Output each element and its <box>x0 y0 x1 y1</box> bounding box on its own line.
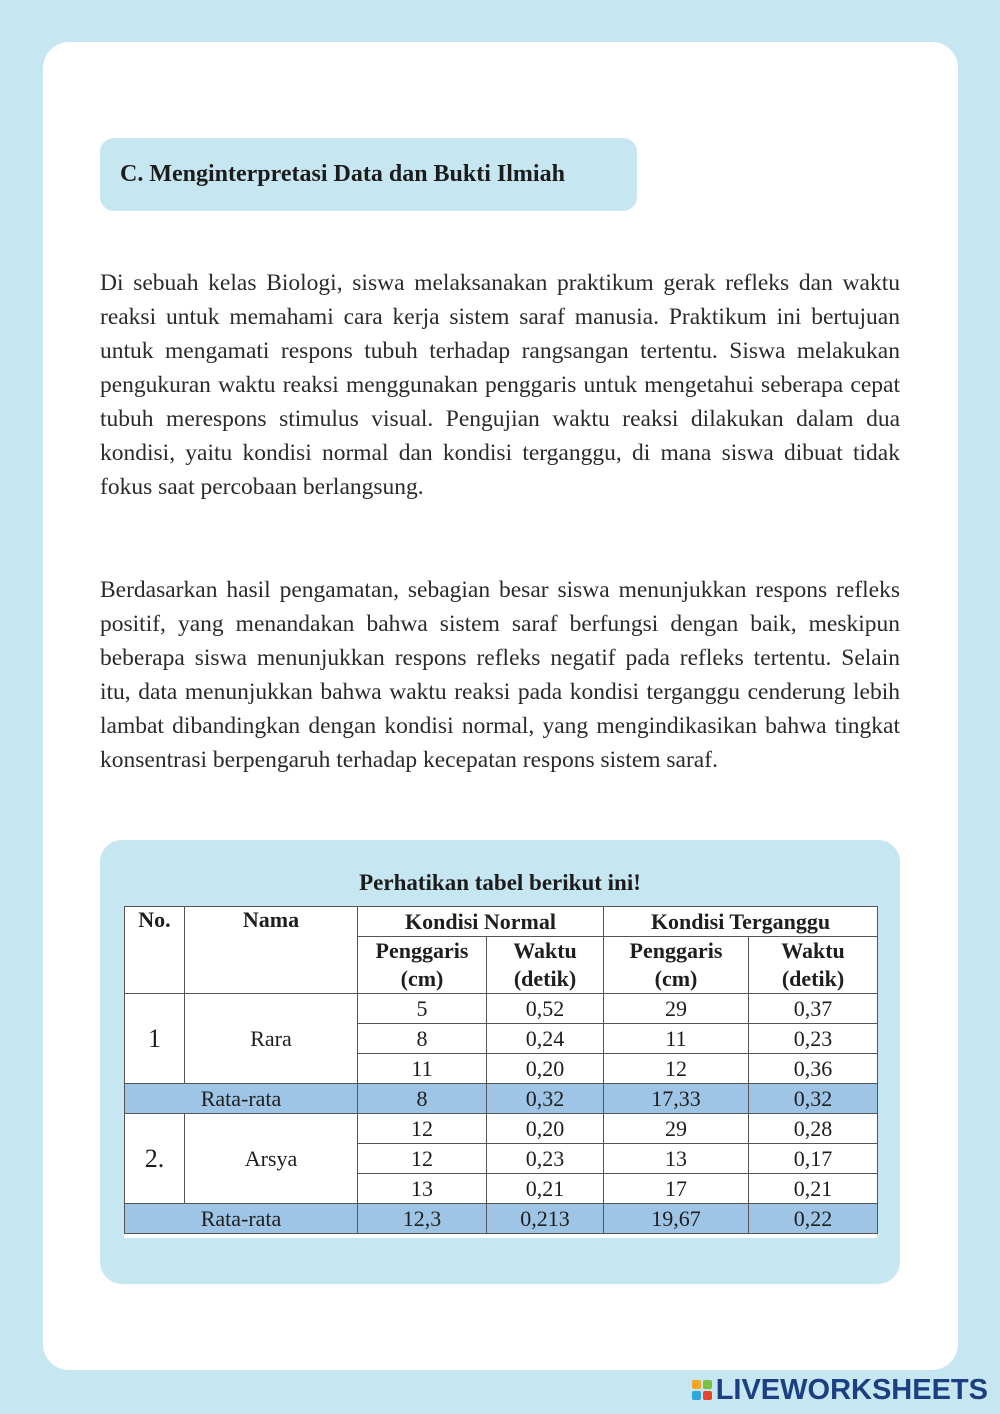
table-cell: 0,28 <box>749 1114 878 1144</box>
header-no: No. <box>125 907 185 994</box>
header-waktu-normal: Waktu (detik) <box>487 937 604 994</box>
data-table-wrapper <box>124 906 877 1238</box>
logo-square <box>692 1391 701 1400</box>
table-cell: 13 <box>358 1174 487 1204</box>
table-cell: 0,21 <box>487 1174 604 1204</box>
table-cell: 12 <box>358 1144 487 1174</box>
table-cell: 0,24 <box>487 1024 604 1054</box>
table-cell: 0,20 <box>487 1114 604 1144</box>
table-cell: 29 <box>604 994 749 1024</box>
average-cell: 19,67 <box>604 1204 749 1234</box>
header-nama: Nama <box>185 907 358 994</box>
paragraph-observation: Berdasarkan hasil pengamatan, sebagian besar siswa menunjukkan respons refleks positif, yang menandakan bahwa sistem saraf berfungsi dengan baik, meskipun beberapa siswa menunjukkan respons refleks negatif pada refleks tertentu. Selain itu, data menunjukkan bahwa waktu reaksi pada kondisi terganggu cenderung lebih lambat dibandingkan dengan kondisi normal, yang mengindikasikan bahwa tingkat konsentrasi berpengaruh terhadap kecepatan respons sistem saraf. <box>100 577 900 773</box>
liveworksheets-logo[interactable] <box>692 1374 988 1406</box>
table-cell: 0,52 <box>487 994 604 1024</box>
average-cell: 0,32 <box>749 1084 878 1114</box>
table-cell: 0,23 <box>487 1144 604 1174</box>
table-cell: 29 <box>604 1114 749 1144</box>
table-title: Perhatikan tabel berikut ini! <box>359 870 641 895</box>
table-cell: 0,36 <box>749 1054 878 1084</box>
average-cell: 0,213 <box>487 1204 604 1234</box>
row-number: 2. <box>125 1114 185 1204</box>
header-penggaris-normal: Penggaris (cm) <box>358 937 487 994</box>
row-number: 1 <box>125 994 185 1084</box>
table-row <box>125 994 878 1024</box>
logo-text: LIVEWORKSHEETS <box>715 1373 988 1406</box>
average-label: Rata-rata <box>125 1084 358 1114</box>
table-cell: 13 <box>604 1144 749 1174</box>
logo-square <box>703 1380 712 1389</box>
table-cell: 0,20 <box>487 1054 604 1084</box>
table-row <box>125 1114 878 1144</box>
reaction-time-table <box>124 906 878 1234</box>
average-label: Rata-rata <box>125 1204 358 1234</box>
average-cell: 8 <box>358 1084 487 1114</box>
table-cell: 17 <box>604 1174 749 1204</box>
table-cell: 0,23 <box>749 1024 878 1054</box>
average-cell: 0,22 <box>749 1204 878 1234</box>
table-cell: 0,17 <box>749 1144 878 1174</box>
header-kondisi-terganggu: Kondisi Terganggu <box>604 907 878 937</box>
average-row <box>125 1084 878 1114</box>
table-cell: 5 <box>358 994 487 1024</box>
table-cell: 0,37 <box>749 994 878 1024</box>
logo-mark-icon <box>692 1380 712 1400</box>
table-cell: 8 <box>358 1024 487 1054</box>
average-cell: 0,32 <box>487 1084 604 1114</box>
student-name: Arsya <box>185 1114 358 1204</box>
logo-square <box>703 1391 712 1400</box>
table-cell: 11 <box>604 1024 749 1054</box>
average-cell: 12,3 <box>358 1204 487 1234</box>
logo-square <box>692 1380 701 1389</box>
table-cell: 12 <box>358 1114 487 1144</box>
student-name: Rara <box>185 994 358 1084</box>
section-title <box>100 138 637 211</box>
section-title-text: C. Menginterpretasi Data dan Bukti Ilmiah <box>120 161 565 187</box>
header-kondisi-normal: Kondisi Normal <box>358 907 604 937</box>
average-cell: 17,33 <box>604 1084 749 1114</box>
paragraph-intro: Di sebuah kelas Biologi, siswa melaksanakan praktikum gerak refleks dan waktu reaksi untuk memahami cara kerja sistem saraf manusia. Praktikum ini bertujuan untuk mengamati respons tubuh terhadap rangsangan tertentu. Siswa melakukan pengukuran waktu reaksi menggunakan penggaris untuk mengetahui seberapa cepat tubuh merespons stimulus visual. Pengujian waktu reaksi dilakukan dalam dua kondisi, yaitu kondisi normal dan kondisi terganggu, di mana siswa dibuat tidak fokus saat percobaan berlangsung. <box>100 270 900 500</box>
table-cell: 0,21 <box>749 1174 878 1204</box>
average-row <box>125 1204 878 1234</box>
header-waktu-terganggu: Waktu (detik) <box>749 937 878 994</box>
table-cell: 11 <box>358 1054 487 1084</box>
header-penggaris-terganggu: Penggaris (cm) <box>604 937 749 994</box>
table-cell: 12 <box>604 1054 749 1084</box>
